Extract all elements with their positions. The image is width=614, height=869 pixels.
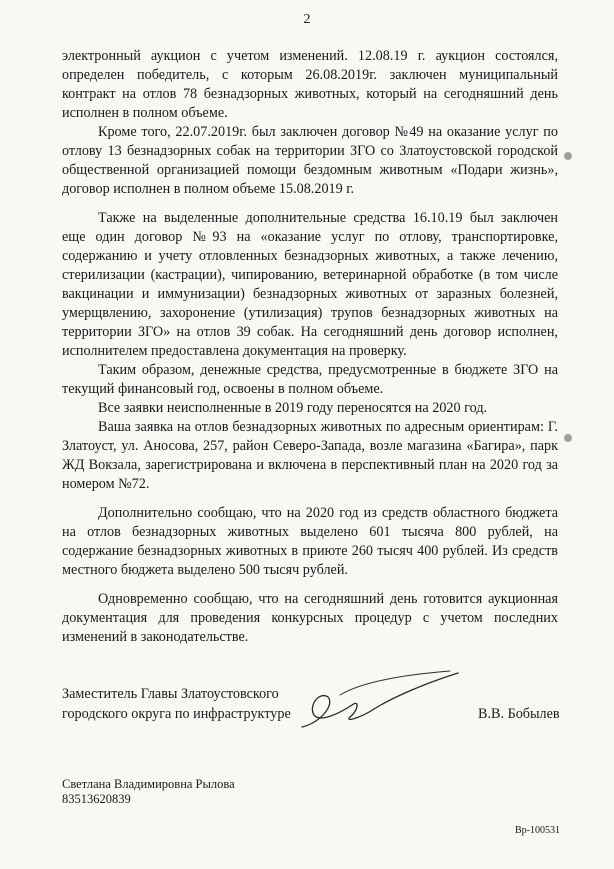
- paragraph-budget-2020: Дополнительно сообщаю, что на 2020 год из средств областного бюджета на отлов безнадзорных животных выделено 601 тысяча 800 рублей, на содержание безнадзорных животных в приюте 260 тысяч 400 рублей. Из средств местного бюджета выделено 500 тысяч рублей.: [62, 505, 558, 578]
- paragraph-auction-docs: Одновременно сообщаю, что на сегодняшний день готовится аукционная документация для проведения конкурсных процедур с учетом последних изменений в законодательстве.: [62, 591, 558, 645]
- signatory-name: В.В. Бобылев: [478, 706, 560, 722]
- paragraph-your-request: Ваша заявка на отлов безнадзорных животных по адресным ориентирам: Г. Златоуст, ул. Аносова, 257, район Северо-Запада, возле магазина «Багира», парк ЖД Вокзала, зарегистрирована и включена в перспективный план на 2020 год за номером №72.: [62, 419, 558, 492]
- paragraph-contract-49: Кроме того, 22.07.2019г. был заключен договор №49 на оказание услуг по отлову 13 безнадзорных собак на территории ЗГО со Златоустовской городской общественной организацией помощи бездомным животным «Подари жизнь», договор исполнен в полном объеме 15.08.2019 г.: [62, 124, 558, 197]
- paragraph-contract-93: Также на выделенные дополнительные средства 16.10.19 был заключен еще один договор №93 на «оказание услуг по отлову, транспортировке, содержанию и учету отловленных безнадзорных животных, а также лечению, стерилизации (кастрации), чипированию, ветеринарной обработке (в том числе вакцинации и иммунизации) безнадзорных животных от заразных болезней, умерщвлению, захоронение (утилизация) трупов безнадзорных животных на территории ЗГО» на отлов 39 собак. На сегодняшний день договор исполнен, исполнителем предоставлена документация на проверку.: [62, 210, 558, 359]
- paragraph-funds-spent: Таким образом, денежные средства, предусмотренные в бюджете ЗГО на текущий финансовый год, освоены в полном объеме.: [62, 362, 558, 397]
- paragraph-requests-transfer: Все заявки неисполненные в 2019 году переносятся на 2020 год.: [98, 400, 488, 416]
- contact-block: [62, 777, 235, 807]
- letter-body: [62, 47, 558, 647]
- reference-code: Вр-100531: [515, 825, 560, 836]
- scan-speck: [564, 434, 572, 442]
- scan-speck: [564, 152, 572, 160]
- handwritten-signature: [300, 665, 460, 735]
- contact-phone: 83513620839: [62, 792, 131, 806]
- contact-name: Светлана Владимировна Рылова: [62, 777, 235, 791]
- paragraph-continuation: электронный аукцион с учетом изменений. 12.08.19 г. аукцион состоялся, определен победитель, с которым 26.08.2019г. заключен муниципальный контракт на отлов 78 безнадзорных животных, который на сегодняшний день исполнен в полном объеме.: [62, 48, 558, 121]
- page-number: 2: [303, 12, 311, 27]
- signatory-title-line-1: Заместитель Главы Златоустовского: [62, 686, 279, 702]
- signatory-title-line-2: городского округа по инфраструктуре: [62, 706, 291, 722]
